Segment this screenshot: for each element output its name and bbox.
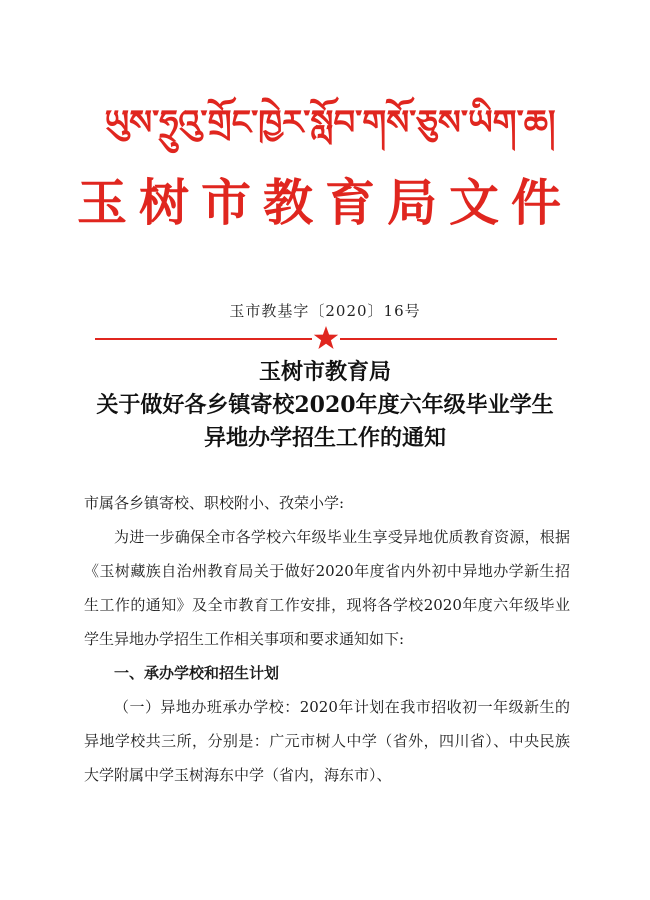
red-divider-left xyxy=(95,338,312,340)
notice-title xyxy=(60,356,590,455)
star-icon xyxy=(313,325,339,351)
notice-title-line-1: 玉树市教育局 xyxy=(258,359,391,385)
svg-text:ཡུས་ཧྲུའུ་གྲོང་ཁྱེར་སློབ་གསོ་ཅ: ཡུས་ཧྲུའུ་གྲོང་ཁྱེར་སློབ་གསོ་ཅུས་ཡིག་ཆ། xyxy=(104,103,556,143)
tibetan-header-line xyxy=(95,92,565,156)
notice-title-line-2: 关于做好各乡镇寄校2020年度六年级毕业学生 xyxy=(96,392,554,418)
body-paragraph-2: （一）异地办班承办学校：2020年计划在我市招收初一年级新生的异地学校共三所，分别是：广元市树人中学（省外，四川省）、中央民族大学附属中学玉树海东中学（省内，海东市）、 xyxy=(84,698,570,784)
addressee-line: 市属各乡镇寄校、职校附小、孜荣小学: xyxy=(84,494,345,512)
notice-title-line-3: 异地办学招生工作的通知 xyxy=(203,425,446,451)
body-paragraph-1: 为进一步确保全市各学校六年级毕业生享受异地优质教育资源，根据《玉树藏族自治州教育局关于做好2020年度省内外初中异地办学新生招生工作的通知》及全市教育工作安排，现将各学校2020年度六年级毕业学生异地办学招生工作相关事项和要求通知如下: xyxy=(84,528,570,648)
document-header-title: 玉树市教育局文件 xyxy=(77,174,573,232)
notice-body xyxy=(84,486,570,792)
document-number: 玉市教基字〔2020〕16号 xyxy=(229,302,421,320)
section-heading-1: 一、承办学校和招生计划 xyxy=(114,664,280,682)
red-divider-right xyxy=(340,338,557,340)
